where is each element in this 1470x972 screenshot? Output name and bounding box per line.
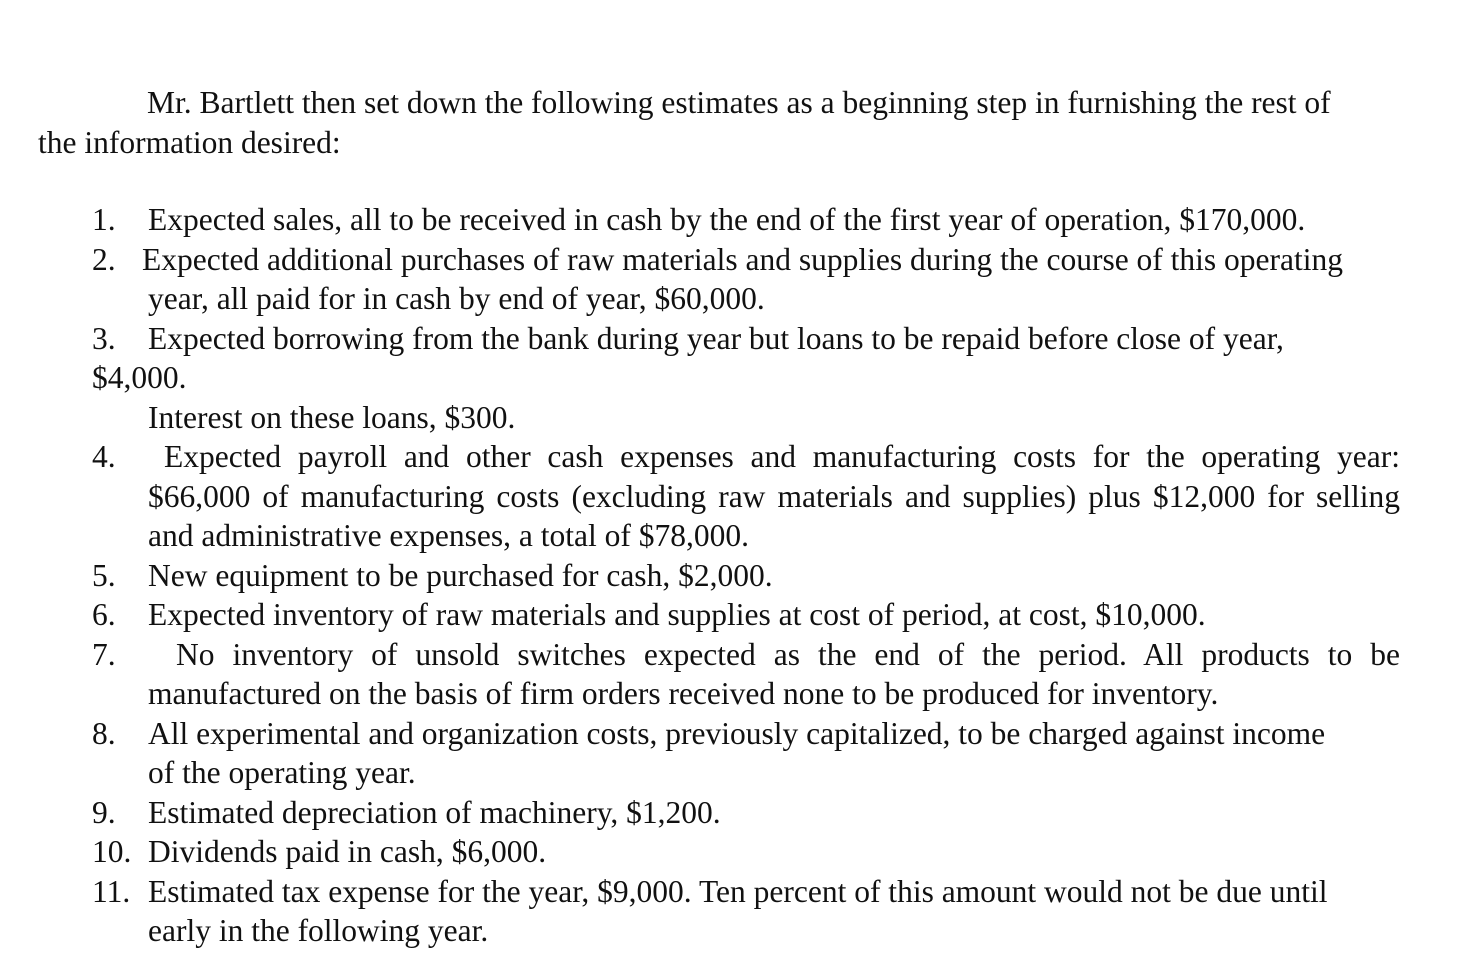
intro-line-2: the information desired: — [38, 124, 341, 160]
item-text: New equipment to be purchased for cash, $2,000. — [148, 557, 773, 593]
item-text-line-2: early in the following year. — [148, 913, 489, 948]
list-item-1 — [0, 200, 1470, 240]
item-number: 6. — [92, 597, 116, 632]
list-item-8 — [0, 714, 1470, 793]
item-number: 10. — [92, 834, 132, 869]
item-number: 4. — [92, 439, 116, 474]
item-text-line-1: Expected additional purchases of raw materials and supplies during the course of this operating — [142, 241, 1344, 277]
list-item-11 — [0, 872, 1470, 951]
list-item-7 — [0, 635, 1470, 714]
item-text: Expected inventory of raw materials and supplies at cost of period, at cost, $10,000. — [148, 597, 1206, 632]
item-number: 1. — [92, 202, 116, 237]
list-item-6 — [0, 595, 1470, 635]
item-number: 3. — [92, 320, 116, 356]
item-subtext: Interest on these loans, $300. — [148, 399, 516, 435]
item-text-line-2: of the operating year. — [148, 755, 416, 790]
item-text: Expected payroll and other cash expenses and manufacturing costs for the operating year: $66,000 of manufacturing costs (excluding raw materials and supplies) plus $12,000 for selling and administrative expenses, a total of $78,000. — [148, 439, 1400, 553]
item-text: Expected sales, all to be received in cash by the end of the first year of operation, $170,000. — [148, 202, 1306, 237]
intro-paragraph — [38, 83, 1400, 162]
list-item-2 — [0, 240, 1470, 319]
item-number: 8. — [92, 715, 116, 751]
item-text-line-2: year, all paid for in cash by end of year, $60,000. — [148, 281, 765, 316]
list-item-10 — [0, 832, 1470, 872]
intro-line-1: Mr. Bartlett then set down the following estimates as a beginning step in furnishing the rest of — [147, 85, 1331, 120]
item-text: Dividends paid in cash, $6,000. — [148, 834, 547, 869]
item-number: 11. — [92, 873, 131, 909]
item-number: 5. — [92, 557, 116, 593]
item-text-line-1: All experimental and organization costs, previously capitalized, to be charged against income — [148, 715, 1326, 751]
list-item-3 — [0, 319, 1470, 438]
estimates-list — [0, 200, 1470, 951]
item-number: 7. — [92, 636, 116, 672]
list-item-5 — [0, 556, 1470, 596]
item-text-line-2: $4,000. — [92, 360, 187, 395]
item-text-line-1: Expected borrowing from the bank during year but loans to be repaid before close of year, — [148, 320, 1284, 356]
item-number: 9. — [92, 794, 116, 830]
item-number: 2. — [92, 241, 116, 277]
item-text: No inventory of unsold switches expected as the end of the period. All products to be manufactured on the basis of firm orders received none to be produced for inventory. — [148, 636, 1400, 711]
list-item-9 — [0, 793, 1470, 833]
item-text-line-1: Estimated tax expense for the year, $9,000. Ten percent of this amount would not be due until — [148, 873, 1328, 909]
item-text: Estimated depreciation of machinery, $1,200. — [148, 794, 721, 830]
list-item-4 — [0, 437, 1470, 556]
